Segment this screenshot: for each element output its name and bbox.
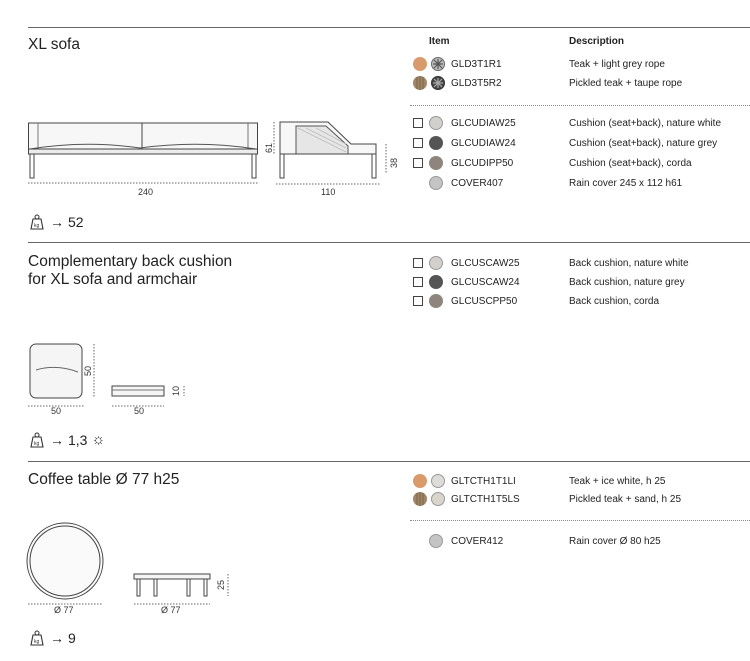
- item-code: GLD3T1R1: [451, 59, 502, 70]
- dimension-cushion-width: 50: [51, 406, 62, 416]
- dimension-table-diameter: Ø 77: [54, 605, 74, 615]
- weight-value: 1,3: [68, 431, 88, 448]
- column-header-description: Description: [569, 36, 625, 47]
- coffee-table-drawing: [26, 522, 246, 612]
- sofa-side-drawing: [276, 118, 396, 198]
- row-separator: [410, 105, 750, 106]
- cushion-square-icon: [413, 118, 423, 128]
- nature-grey-swatch: [429, 275, 443, 289]
- rope-texture-icon: [431, 57, 445, 71]
- section-divider: [28, 461, 750, 462]
- item-code: GLCUSCAW25: [451, 258, 520, 269]
- dimension-seat-height: 38: [389, 157, 400, 169]
- pickled-teak-swatch: [413, 76, 427, 90]
- item-code: GLTCTH1T5LS: [451, 494, 520, 505]
- item-code: GLCUSCPP50: [451, 296, 518, 307]
- item-description: Teak + light grey rope: [569, 59, 665, 70]
- section-divider: [28, 242, 750, 243]
- weight-info: [28, 630, 76, 646]
- item-code: GLCUSCAW24: [451, 277, 520, 288]
- sand-swatch: [431, 492, 445, 506]
- cover-swatch: [429, 176, 443, 190]
- outdoor-sun-icon: ☼: [91, 431, 106, 448]
- dimension-table-diameter-side: Ø 77: [161, 605, 181, 615]
- section-title-xl-sofa: XL sofa: [28, 36, 80, 53]
- nature-grey-swatch: [429, 136, 443, 150]
- item-description: Pickled teak + sand, h 25: [569, 494, 682, 505]
- weight-arrow: →: [50, 431, 64, 448]
- weight-value: 52: [68, 214, 84, 230]
- item-description: Cushion (seat+back), nature grey: [569, 138, 718, 149]
- svg-text:kg: kg: [34, 639, 40, 645]
- item-code: GLCUDIAW24: [451, 138, 516, 149]
- dimension-depth: 110: [321, 187, 336, 197]
- item-code: GLCUDIPP50: [451, 158, 514, 169]
- weight-arrow: →: [50, 214, 64, 230]
- weight-value: 9: [68, 630, 76, 646]
- teak-swatch: [413, 57, 427, 71]
- kg-weight-icon: [28, 630, 46, 646]
- kg-weight-icon: [28, 432, 46, 448]
- rope-texture-icon: [431, 76, 445, 90]
- dimension-cushion-height: 50: [83, 365, 94, 377]
- weight-info: [28, 214, 84, 230]
- section-divider: [28, 27, 750, 28]
- dimension-height: 61: [264, 142, 275, 154]
- back-cushion-drawing: [28, 340, 188, 410]
- column-header-item: Item: [429, 36, 450, 47]
- item-description: Teak + ice white, h 25: [569, 476, 666, 487]
- cushion-square-icon: [413, 258, 423, 268]
- pickled-teak-swatch: [413, 492, 427, 506]
- sofa-front-drawing: [28, 118, 260, 198]
- item-code: GLTCTH1T1LI: [451, 476, 516, 487]
- kg-weight-icon: [28, 214, 46, 230]
- item-description: Back cushion, nature grey: [569, 277, 685, 288]
- nature-white-swatch: [429, 256, 443, 270]
- item-description: Rain cover 245 x 112 h61: [569, 178, 683, 189]
- item-code: GLCUDIAW25: [451, 118, 516, 129]
- item-code: COVER407: [451, 178, 504, 189]
- weight-info: [28, 431, 105, 448]
- item-description: Cushion (seat+back), nature white: [569, 118, 722, 129]
- dimension-table-height: 25: [216, 579, 227, 591]
- corda-swatch: [429, 156, 443, 170]
- cushion-square-icon: [413, 138, 423, 148]
- ice-white-swatch: [431, 474, 445, 488]
- corda-swatch: [429, 294, 443, 308]
- cover-swatch: [429, 534, 443, 548]
- section-title-back-cushion-line1: Complementary back cushion: [28, 253, 233, 270]
- item-code: GLD3T5R2: [451, 78, 502, 89]
- row-separator: [410, 520, 750, 521]
- section-title-back-cushion-line2: for XL sofa and armchair: [28, 271, 198, 288]
- cushion-square-icon: [413, 277, 423, 287]
- nature-white-swatch: [429, 116, 443, 130]
- dimension-cushion-thickness: 10: [171, 385, 182, 397]
- item-code: COVER412: [451, 536, 504, 547]
- weight-arrow: →: [50, 630, 64, 646]
- item-description: Rain cover Ø 80 h25: [569, 536, 661, 547]
- item-description: Back cushion, corda: [569, 296, 660, 307]
- dimension-width: 240: [138, 187, 154, 197]
- item-description: Cushion (seat+back), corda: [569, 158, 692, 169]
- svg-text:kg: kg: [34, 440, 40, 447]
- dimension-cushion-width-side: 50: [134, 406, 145, 416]
- cushion-square-icon: [413, 158, 423, 168]
- section-title-coffee-table: Coffee table Ø 77 h25: [28, 471, 180, 488]
- teak-swatch: [413, 474, 427, 488]
- item-description: Back cushion, nature white: [569, 258, 689, 269]
- cushion-square-icon: [413, 296, 423, 306]
- item-description: Pickled teak + taupe rope: [569, 78, 683, 89]
- svg-text:kg: kg: [34, 223, 40, 229]
